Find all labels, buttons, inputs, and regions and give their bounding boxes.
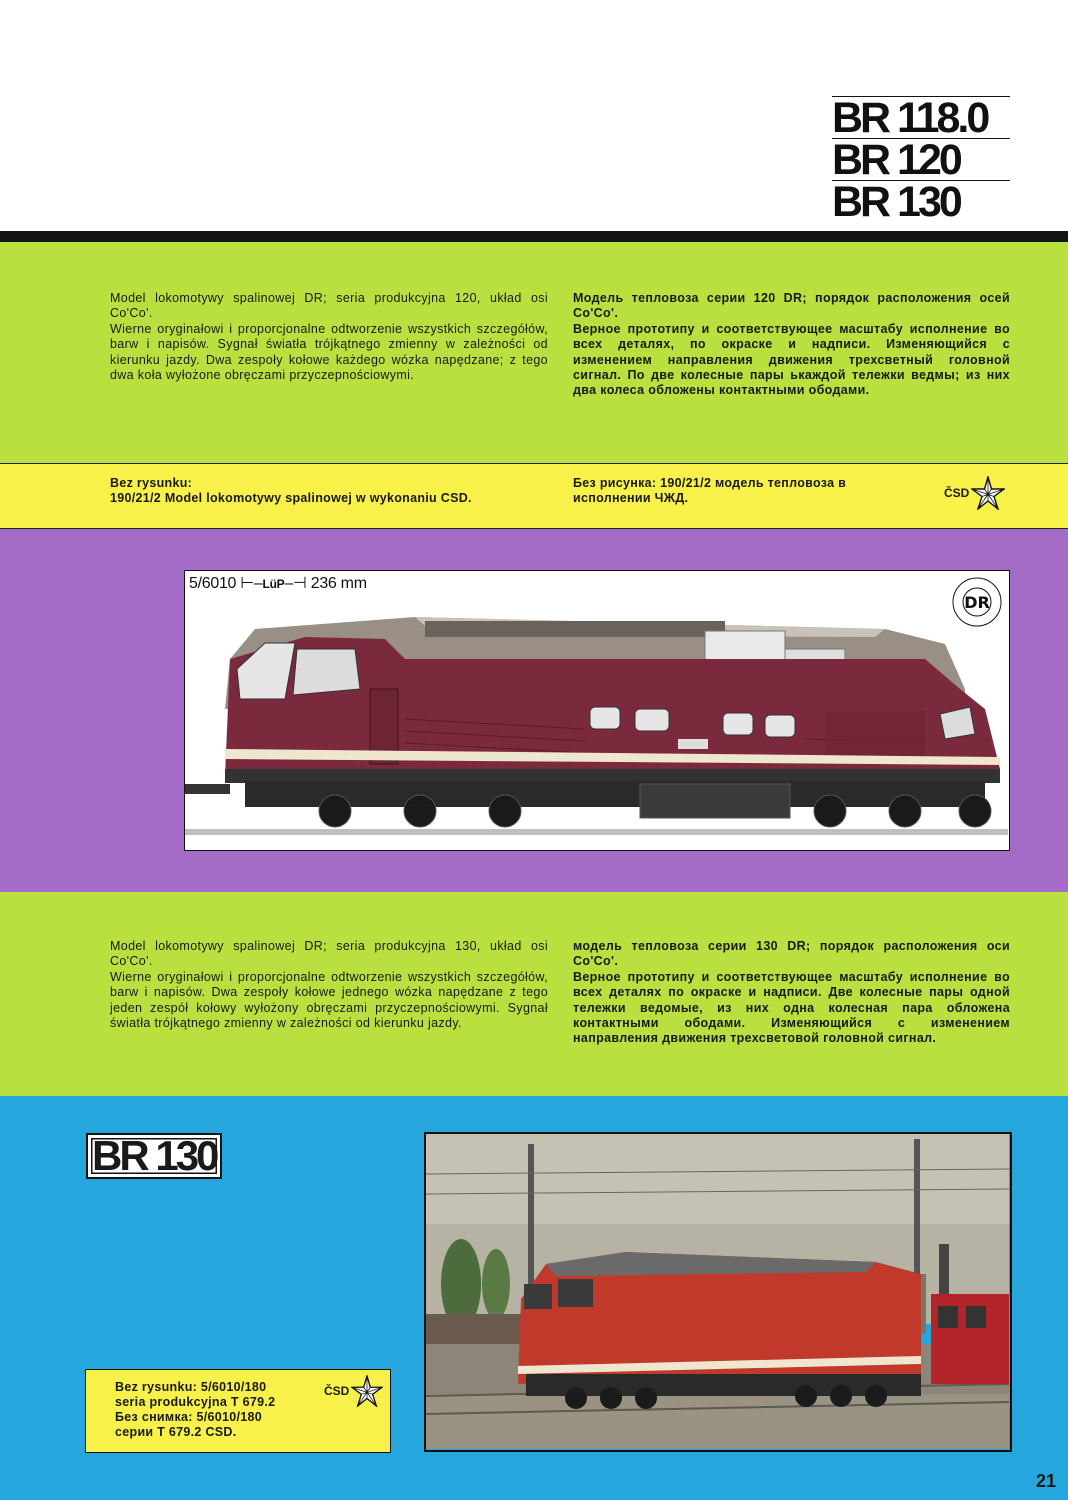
- dr-logo-text: DR: [964, 593, 990, 612]
- description-pl-br130: [110, 939, 548, 1031]
- title-br130: BR 130: [832, 180, 1010, 222]
- csd-badge-2: [324, 1375, 383, 1407]
- note2-ru-line1: Без снимка: 5/6010/180: [115, 1410, 263, 1424]
- title-br118: BR 118.0: [832, 96, 1010, 138]
- model-caption: [189, 573, 367, 593]
- note-band-csd: [0, 463, 1068, 529]
- header-titles: [832, 94, 1010, 226]
- description-ru-br130: [573, 939, 1010, 1047]
- arrow-left-icon: ⊢–: [240, 575, 263, 592]
- csd-badge: [944, 476, 1005, 510]
- locomotive-model-image: [185, 599, 1008, 849]
- page-number: 21: [1035, 1471, 1056, 1491]
- model-number: 5/6010: [189, 575, 237, 592]
- description-pl-br120: [110, 291, 548, 383]
- description-pl-line: Wierne oryginałowi i proporcjonalne odtworzenie wszystkich szczegółów, barw i napisów. Sygnał światła trójkątnego zmienny w zależności od kierunku jazdy. Dwa zespoły kołowe każdego wózka napędzane; z tego dwa koła wyłożone obręczami przyczepnościowymi.: [110, 321, 548, 383]
- model-image-frame: [184, 570, 1010, 851]
- title-br120: BR 120: [832, 138, 1010, 180]
- csd-label: ČSD: [944, 486, 970, 500]
- locomotive-photo: [424, 1132, 1012, 1452]
- description-ru-line: Верное прототипу и соответствующее масштабу исполнение во всех деталях, по окраске и надписи. Изменяющийся с изменением направления движения трехсветный головной сигнал. По две колесные пары ькаждой тележки ведмы; из них два колеса обложены контактными ободами.: [573, 321, 1010, 398]
- note2-text: [115, 1380, 315, 1440]
- description-ru-br120: [573, 291, 1010, 399]
- note2-ru-line2: серии T 679.2 CSD.: [115, 1425, 237, 1439]
- note-pl: [110, 476, 540, 506]
- description-pl-line: Model lokomotywy spalinowej DR; seria produkcyjna 120, układ osi Co'Co'.: [110, 291, 548, 321]
- lup-label: LüP: [262, 577, 285, 591]
- locomotive-photo-image: [426, 1134, 1009, 1449]
- header-rule: [0, 231, 1068, 242]
- br130-label: BR 130: [86, 1133, 222, 1179]
- description-ru-line: Модель тепловоза серии 120 DR; порядок расположения осей Co'Co'.: [573, 291, 1010, 321]
- description-pl-line: Wierne oryginałowi i proporcjonalne odtworzenie wszystkich szczegółów, barw i napisów. Dwa zespoły kołowe jednego wózka napędzane z tego jeden zespół kołowy wyłożony obręczami przyczepnościowymi. Sygnał światła trójkątnego zmienny w zależności od kierunku jazdy.: [110, 969, 548, 1031]
- model-length: 236 mm: [310, 575, 367, 592]
- note2-pl-line2: seria produkcyjna T 679.2: [115, 1395, 276, 1409]
- description-ru-line: Верное прототипу и соответствующее масштабу исполнение во всех деталях по окраске и надписи. Две колесные пары одной тележки ведомые, из них одна колесная пара обложена контактными ободами. Изменяющийся с изменением направления движения трехсветовой головной сигнал.: [573, 969, 1010, 1046]
- description-pl-line: Model lokomotywy spalinowej DR; seria produkcyjna 130, układ osi Co'Co'.: [110, 939, 548, 969]
- note2-pl-line1: Bez rysunku: 5/6010/180: [115, 1380, 267, 1394]
- note-box-t679: [85, 1369, 391, 1453]
- star-icon: [971, 476, 1005, 510]
- star-icon: [351, 1375, 383, 1407]
- description-band-br120: [0, 242, 1068, 463]
- description-band-br130: [0, 892, 1068, 1096]
- note-pl-title: Bez rysunku:: [110, 476, 193, 490]
- arrow-right-icon: –⊣: [284, 575, 307, 592]
- note-ru-text: Без рисунка: 190/21/2 модель тепловоза в исполнении ЧЖД.: [573, 476, 847, 505]
- csd-label-2: ČSD: [324, 1384, 350, 1398]
- description-ru-line: модель тепловоза серии 130 DR; порядок расположения оси Co'Co'.: [573, 939, 1010, 969]
- note-pl-text: 190/21/2 Model lokomotywy spalinowej w wykonaniu CSD.: [110, 491, 472, 505]
